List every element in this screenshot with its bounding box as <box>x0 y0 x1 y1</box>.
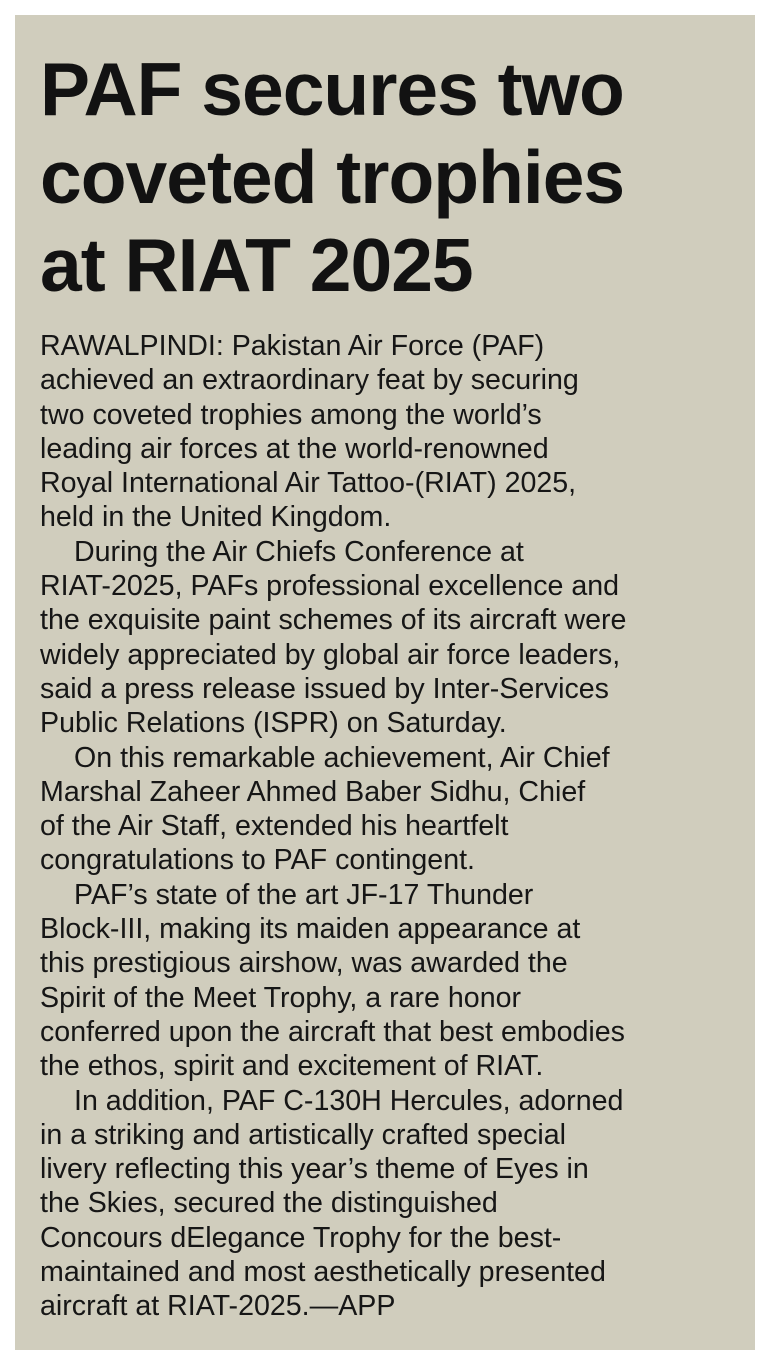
article-body-line: congratulations to PAF contingent. <box>40 844 475 877</box>
article-body-line: conferred upon the aircraft that best embodies <box>40 1015 625 1048</box>
article-body-line: maintained and most aesthetically presented <box>40 1256 606 1289</box>
article-body-line: In addition, PAF C-130H Hercules, adorned <box>74 1084 624 1117</box>
article-body-line: Spirit of the Meet Trophy, a rare honor <box>40 981 522 1014</box>
article-body-line: RIAT-2025, PAFs professional excellence and <box>40 570 620 603</box>
article-body-line: the Skies, secured the distinguished <box>40 1187 498 1220</box>
article-body <box>40 329 745 1324</box>
article-body-line: leading air forces at the world-renowned <box>40 432 549 465</box>
article-body-line: livery reflecting this year’s theme of Eyes in <box>40 1153 589 1186</box>
headline-line: at RIAT 2025 <box>40 223 473 307</box>
article-body-line: two coveted trophies among the world’s <box>40 398 542 431</box>
article-body-line: On this remarkable achievement, Air Chief <box>74 741 610 774</box>
article-body-line: held in the United Kingdom. <box>40 501 392 534</box>
article-body-line: PAF’s state of the art JF-17 Thunder <box>74 878 534 911</box>
headline-line: PAF secures two <box>40 47 624 131</box>
article-body-line: Block-III, making its maiden appearance at <box>40 913 581 946</box>
article-body-line: the exquisite paint schemes of its aircraft were <box>40 604 627 637</box>
article-body-line: in a striking and artistically crafted special <box>40 1118 567 1151</box>
article-body-line: During the Air Chiefs Conference at <box>74 535 524 568</box>
article-body-line: achieved an extraordinary feat by securing <box>40 364 579 397</box>
article-body-line: widely appreciated by global air force leaders, <box>40 638 621 671</box>
article-body-line: Public Relations (ISPR) on Saturday. <box>40 707 507 740</box>
article-body-line: aircraft at RIAT-2025.—APP <box>40 1290 396 1323</box>
article-body-line: RAWALPINDI: Pakistan Air Force (PAF) <box>40 330 545 362</box>
article-body-line: said a press release issued by Inter-Services <box>40 672 609 705</box>
article-body-line: the ethos, spirit and excitement of RIAT. <box>40 1050 544 1083</box>
headline-line: coveted trophies <box>40 135 625 219</box>
article-body-line: Royal International Air Tattoo-(RIAT) 2025, <box>40 467 577 500</box>
article-body-line: this prestigious airshow, was awarded the <box>40 947 568 980</box>
article-body-line: Concours dElegance Trophy for the best- <box>40 1221 562 1254</box>
news-clipping <box>15 15 755 1350</box>
article-body-line: Marshal Zaheer Ahmed Baber Sidhu, Chief <box>40 775 586 808</box>
article-headline <box>40 45 740 309</box>
article-body-line: of the Air Staff, extended his heartfelt <box>40 810 509 843</box>
